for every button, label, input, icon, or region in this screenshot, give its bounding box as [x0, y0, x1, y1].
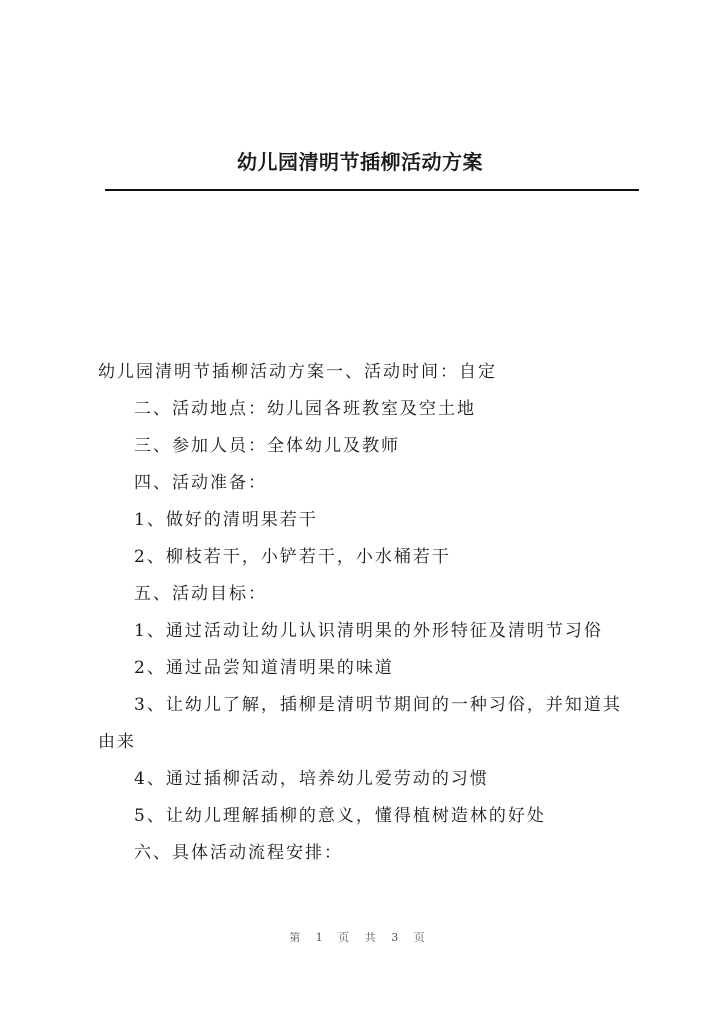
paragraph-activity-location: 二、活动地点：幼儿园各班教室及空土地: [134, 399, 476, 419]
paragraph-goal-1: 1、通过活动让幼儿认识清明果的外形特征及清明节习俗: [134, 621, 603, 641]
paragraph-preparation-heading: 四、活动准备：: [134, 473, 267, 493]
paragraph-goal-4: 4、通过插柳活动，培养幼儿爱劳动的习惯: [134, 769, 489, 789]
paragraph-goal-2: 2、通过品尝知道清明果的味道: [134, 658, 394, 678]
paragraph-preparation-item-2: 2、柳枝若干，小铲若干，小水桶若干: [134, 547, 451, 567]
paragraph-schedule-heading: 六、具体活动流程安排：: [134, 843, 343, 863]
paragraph-goal-3: 3、让幼儿了解，插柳是清明节期间的一种习俗，并知道其由来: [98, 695, 622, 752]
paragraph-participants: 三、参加人员：全体幼儿及教师: [134, 436, 400, 456]
paragraph-intro-activity-time: 幼儿园清明节插柳活动方案一、活动时间：自定: [98, 362, 497, 382]
paragraph-goal-5: 5、让幼儿理解插柳的意义，懂得植树造林的好处: [134, 806, 546, 826]
title-underline: [105, 189, 639, 191]
page-number-footer: 第 1 页 共 3 页: [289, 931, 431, 944]
document-body: [98, 354, 634, 872]
paragraph-preparation-item-1: 1、做好的清明果若干: [134, 510, 318, 530]
paragraph-goals-heading: 五、活动目标：: [134, 584, 267, 604]
document-title: 幼儿园清明节插柳活动方案: [237, 150, 483, 174]
